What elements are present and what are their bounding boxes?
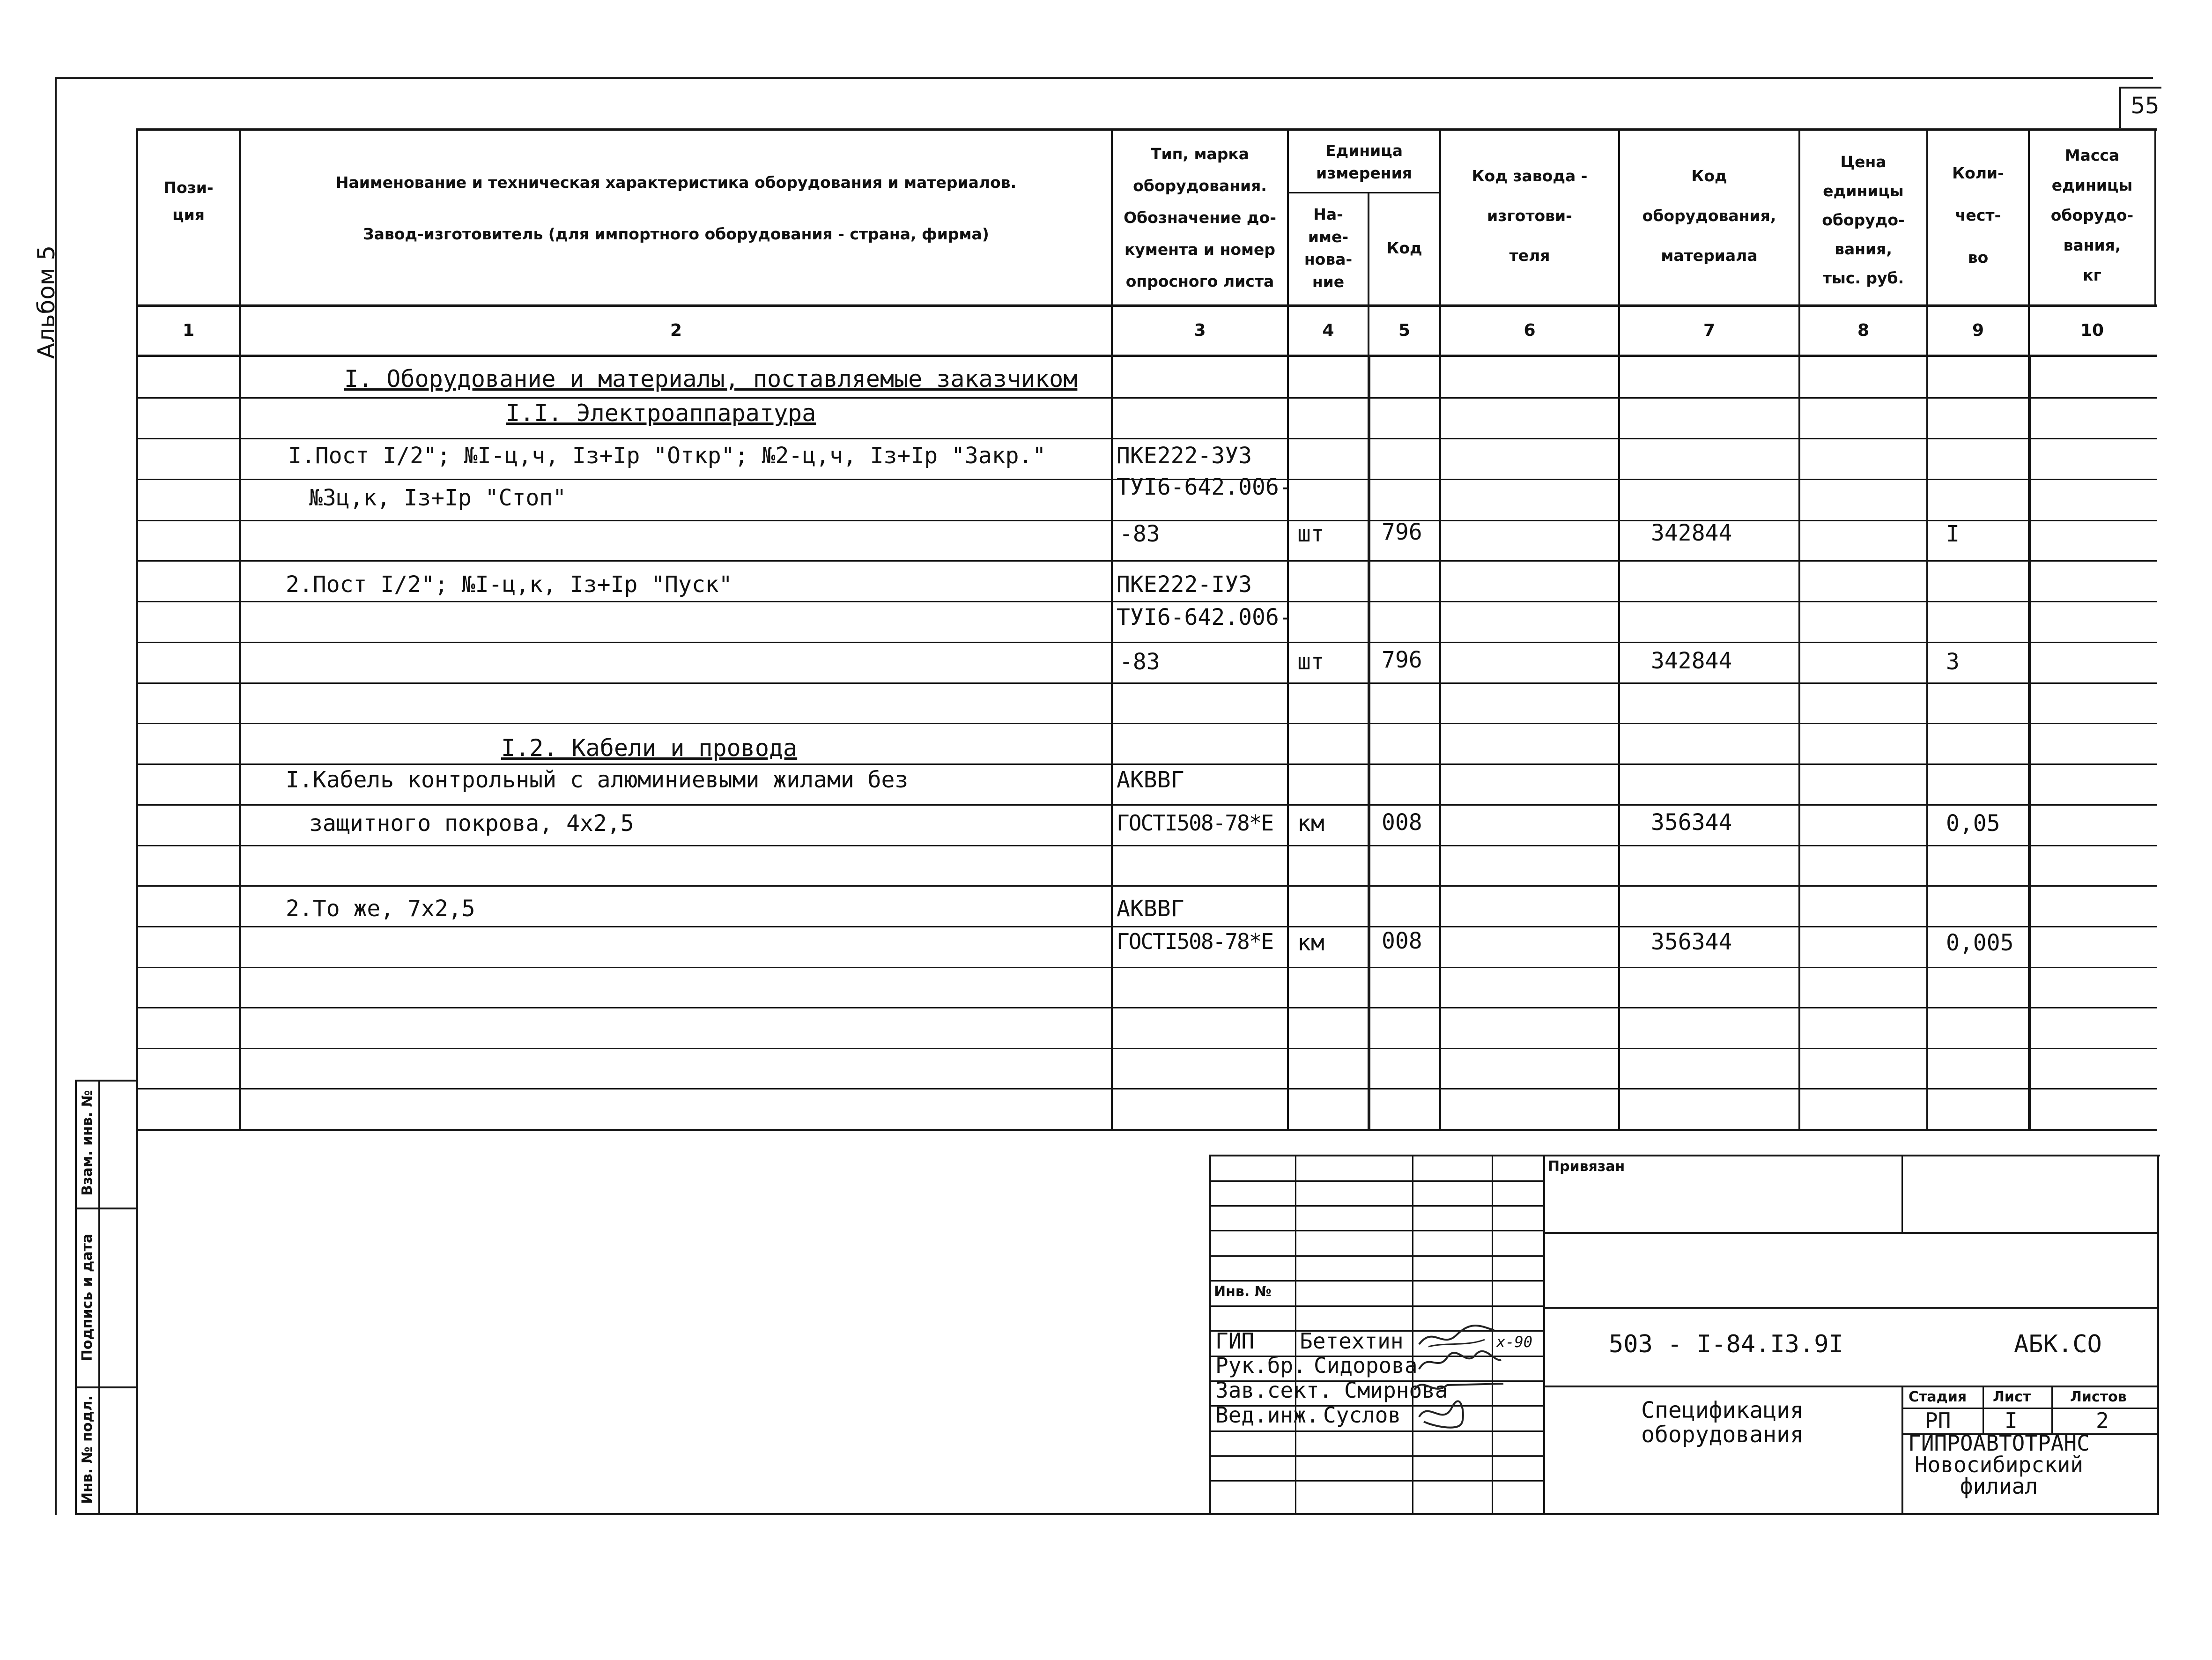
tb-doc-code: 503 - I-84.I3.9I [1609,1330,1843,1358]
header-price [1800,141,1926,300]
row1-name: I.Пост I/2"; №I-ц,ч, Iз+Iр "Откр"; №2-ц,ч, Iз+Iр "Закр." [288,443,1046,469]
pagenum-box-top [2119,87,2161,89]
signature-smirnova [1410,1373,1508,1401]
header-text: оборудо- [1822,211,1905,229]
tb-stage: РП [1925,1408,1951,1433]
header-text: чест- [1955,206,2001,224]
row-line [136,967,2157,968]
tb-stage-label: Стадия [1909,1389,1967,1405]
header-text: Обозначение до- [1124,208,1276,227]
tb-right [2157,1155,2159,1515]
tb-h [1209,1280,1544,1282]
row3-type: -83 [1119,521,1160,547]
tb-h [1543,1386,2159,1387]
header-text: Код [1386,239,1422,257]
header-text: Наименование и техническая характеристика оборудования и материалов. [335,173,1017,192]
header-text: во [1968,248,1989,267]
album-label: Альбом 5 [33,245,60,359]
header-text: ция [172,206,205,224]
row3-qty: I [1946,521,1960,547]
section-title-1-2: I.2. Кабели и провода [501,734,798,762]
col-number-9: 9 [1972,321,1984,340]
tb-privyazan: Привязан [1548,1158,1625,1175]
table-bottom-line [136,1129,2157,1131]
col-line-1 [239,128,241,1131]
tb-sheets: 2 [2096,1408,2109,1433]
row-line [136,397,2157,399]
tb-h [1543,1232,2159,1234]
row-line [136,845,2157,846]
header-text: Цена [1840,153,1886,171]
header-text: Пози- [163,178,214,197]
tb-org [1905,1432,2093,1497]
row-line [136,723,2157,724]
tb-title [1543,1398,1901,1447]
tb-role-1: ГИП [1215,1328,1255,1354]
row-line [136,438,2157,439]
header-position [138,155,239,248]
tb-v [1901,1155,1903,1233]
row-line [136,926,2157,927]
frame-top [55,77,2153,79]
tb-role-3: Зав.сект. [1215,1378,1332,1403]
cable3-name: 2.То же, 7х2,5 [286,896,475,922]
col-number-3: 3 [1194,321,1206,340]
pagenum-box-left [2119,87,2121,128]
tb-org-line: ГИПРОАВТОТРАНС [1908,1430,2090,1456]
header-text: оборудования, [1642,206,1776,225]
header-text: тыс. руб. [1822,269,1904,287]
tb-h [1209,1255,1544,1257]
section-title-1: I. Оборудование и материалы, поставляемые заказчиком [344,365,1078,393]
row6-code: 796 [1382,647,1422,673]
header-unit-name [1289,197,1368,300]
cable4-type: ГОСТI508-78*Е [1117,929,1273,954]
row4-type: ПКЕ222-IУ3 [1117,571,1252,598]
tb-h [1209,1430,1544,1432]
header-text: На- [1313,205,1343,223]
cable4-equip: 356344 [1651,929,1732,955]
row-line [136,804,2157,806]
tb-org-line: филиал [1960,1474,2038,1499]
tb-v [1295,1155,1296,1515]
header-equip-code [1620,141,1798,290]
header-text: оборудования. [1133,177,1267,195]
header-text: измерения [1316,164,1412,182]
tb-sheet-label: Лист [1993,1389,2031,1405]
row6-qty: 3 [1946,649,1960,675]
cable2-type: ГОСТI508-78*Е [1117,810,1273,836]
section-title-1-1: I.I. Электроаппаратура [506,400,816,427]
col-number-4: 4 [1322,321,1334,340]
header-text: Единица [1325,141,1403,160]
row-line [136,1088,2157,1089]
header-text: теля [1509,246,1550,265]
row-line [136,885,2157,887]
tb-title-line: Спецификация [1641,1397,1804,1423]
cable2-name: защитного покрова, 4х2,5 [309,810,634,837]
row6-equip: 342844 [1651,648,1732,674]
tb-doc-mark: АБК.СО [2014,1330,2102,1358]
row2-type: ТУI6-642.006- [1117,474,1293,500]
signature-suslov [1414,1398,1471,1431]
header-text: кг [2083,266,2101,284]
cable4-qty: 0,005 [1946,930,2014,956]
stamp-div-2 [75,1386,138,1388]
cable4-code: 008 [1382,928,1422,954]
row-line [136,601,2157,602]
header-text: Тип, марка [1151,145,1249,163]
tb-h [1209,1180,1544,1182]
header-text: оборудо- [2050,206,2134,224]
stamp-div-1 [75,1208,138,1209]
tb-inv-no: Инв. № [1214,1283,1272,1300]
tb-role-2: Рук.бр. [1215,1353,1306,1378]
header-text: опросного листа [1125,272,1274,290]
tb-top [1209,1155,2160,1156]
row-line [136,763,2157,765]
stamp-vzam: Взам. инв. № [79,1090,96,1196]
row1-type: ПКЕ222-3У3 [1117,443,1252,469]
header-text: име- [1308,228,1349,246]
header-mass [2030,136,2154,295]
row-line [136,1007,2157,1008]
signature-sidorova [1414,1348,1503,1376]
stamp-podpis: Подпись и дата [79,1233,96,1362]
header-text: изготови- [1487,206,1572,225]
cable2-unit: км [1297,810,1324,837]
header-maker-code [1441,141,1618,290]
row4-name: 2.Пост I/2"; №I-ц,к, Iз+Iр "Пуск" [286,571,732,598]
cable1-type: АКВВГ [1117,767,1184,793]
tb-v [2051,1386,2053,1435]
stamp-top [75,1080,138,1082]
header-text: Завод-изготовитель (для импортного оборудования - страна, фирма) [363,225,989,243]
header-text: вания, [2063,236,2121,254]
tb-h [1209,1230,1544,1231]
row6-type: -83 [1119,649,1160,675]
tb-name-4: Суслов [1323,1402,1401,1428]
header-unit-code [1369,197,1439,300]
row5-type: ТУI6-642.006- [1117,604,1293,630]
header-bottom-line [136,304,2157,307]
header-unit-group [1289,134,1439,190]
tb-h [1209,1455,1544,1457]
col-number-8: 8 [1857,321,1870,340]
tb-h [1543,1307,2159,1309]
cable4-unit: км [1297,930,1324,956]
cable2-qty: 0,05 [1946,810,2000,837]
col-number-10: 10 [2080,321,2104,340]
tb-v [1983,1386,1984,1435]
page-number: 55 [2131,93,2160,119]
row3-equip: 342844 [1651,520,1732,546]
tb-v [1412,1155,1413,1515]
tb-v [1543,1155,1545,1515]
header-text: кумента и номер [1124,240,1275,259]
col-number-6: 6 [1524,321,1536,340]
tb-date-1: х-90 [1496,1333,1533,1351]
row2-name: №3ц,к, Iз+Iр "Стоп" [309,485,567,511]
tb-h [1209,1480,1544,1482]
col-number-2: 2 [670,321,682,340]
tb-name-1: Бетехтин [1300,1328,1404,1354]
tb-left [1209,1155,1211,1515]
cable3-type: АКВВГ [1117,896,1184,922]
tb-sheet: I [2005,1408,2018,1433]
stamp-left [75,1080,77,1515]
stamp-inv-podl: Инв. № подл. [79,1395,96,1504]
row-line [136,1048,2157,1049]
header-text: ние [1312,273,1345,291]
tb-org-line: Новосибирский [1914,1452,2084,1477]
col-line-right [2154,128,2156,306]
header-qty [1928,145,2028,286]
col-number-5: 5 [1398,321,1411,340]
header-text: единицы [2051,176,2133,194]
row-line [136,642,2157,643]
number-row-line [136,355,2157,357]
tb-v [1901,1386,1903,1515]
header-text: Коли- [1952,164,2004,182]
header-text: вания, [1835,240,1892,258]
row-line [136,560,2157,562]
body-box-right [2028,357,2031,1130]
row3-unit: шт [1297,521,1324,547]
col-number-7: 7 [1703,321,1716,340]
tb-name-2: Сидорова [1314,1353,1418,1378]
header-text: Масса [2064,146,2120,164]
col-number-1: 1 [182,321,195,340]
tb-title-line: оборудования [1641,1422,1804,1448]
header-text: Код [1691,166,1727,185]
header-name [241,169,1111,248]
body-box-left [1368,357,1370,1130]
cable2-code: 008 [1382,809,1422,836]
cable2-equip: 356344 [1651,809,1732,836]
header-text: единицы [1823,182,1904,200]
tb-role-4: Вед.инж. [1215,1402,1319,1428]
tb-h [1209,1305,1544,1307]
header-text: нова- [1304,250,1353,268]
tb-h [1209,1205,1544,1207]
header-type [1113,136,1287,300]
header-text: Код завода - [1472,166,1588,185]
row6-unit: шт [1297,649,1324,675]
stamp-inner [98,1080,100,1515]
cable1-name: I.Кабель контрольный с алюминиевыми жилами без [286,767,909,793]
tb-sheets-label: Листов [2070,1389,2127,1405]
frame-bottom [75,1513,2159,1515]
row-line [136,682,2157,684]
table-top-line [136,128,2157,131]
unit-group-line [1287,192,1439,193]
row3-code: 796 [1382,519,1422,545]
header-text: материала [1661,246,1758,265]
tb-name-3: Смирнова [1344,1378,1448,1403]
